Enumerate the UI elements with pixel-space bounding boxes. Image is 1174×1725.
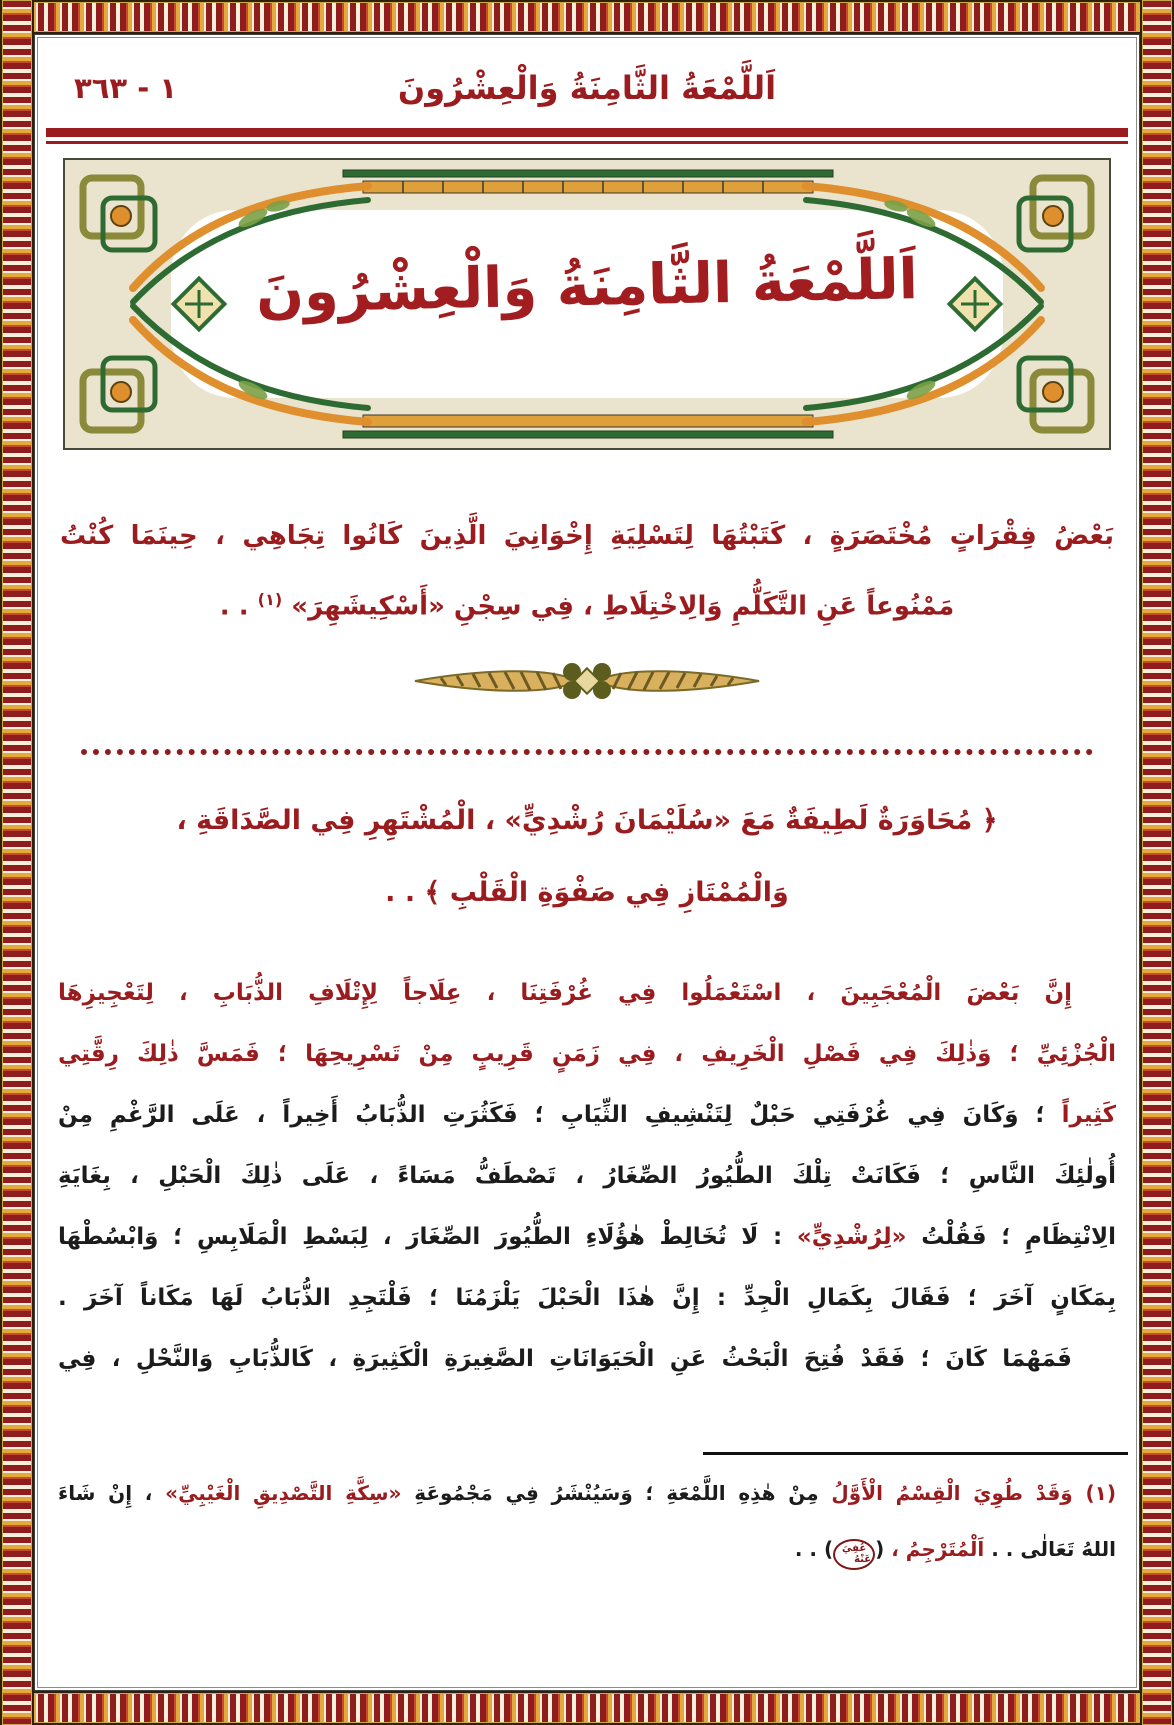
chapter-title: اَللَّمْعَةُ الثَّامِنَةُ وَالْعِشْرُونَ xyxy=(255,247,919,326)
double-red-rule xyxy=(46,128,1128,144)
ornamental-border-right xyxy=(1140,0,1174,1725)
intro-line xyxy=(60,504,1114,568)
text-segment: «لِرُشْدِيٍّ» xyxy=(796,1223,907,1250)
translator-seal: عُفِيَ عَنْهُ xyxy=(833,1539,875,1570)
ornamental-border-top xyxy=(0,0,1174,34)
body-line xyxy=(58,1024,1116,1085)
text-segment: الِانْتِظَامِ ؛ فَقُلْتُ xyxy=(906,1223,1116,1250)
running-head-title: اَللَّمْعَةُ الثَّامِنَةُ وَالْعِشْرُونَ xyxy=(397,69,777,107)
spear-ornament-icon xyxy=(407,659,767,703)
ornamental-border-bottom xyxy=(0,1691,1174,1725)
text-segment: بَعْضُ فِقْرَاتٍ مُخْتَصَرَةٍ ، كَتَبْتُهَا لِتَسْلِيَةِ إِخْوَانِيَ الَّذِينَ كَانُوا تِجَاهِي ، حِينَمَا كُنْتُ xyxy=(60,521,1114,551)
text-segment: كَثِيراً xyxy=(1061,1101,1116,1128)
footnote-marker: (١) xyxy=(257,590,283,609)
text-segment: . . xyxy=(219,591,258,622)
body-line xyxy=(58,963,1116,1024)
illuminated-title-frame xyxy=(46,158,1128,450)
page-content xyxy=(46,40,1128,1685)
text-segment: (١) وَقَدْ طُوِيَ الْقِسْمُ الْأَوَّلُ xyxy=(818,1480,1116,1505)
intro-line xyxy=(60,568,1114,639)
page-number: ١ - ٣٦٣ xyxy=(74,71,178,105)
text-segment: فَمَهْمَا كَانَ ؛ فَقَدْ فُتِحَ الْبَحْثُ عَنِ الْحَيَوَانَاتِ الصَّغِيرَةِ الْكَثِيرَةِ ، كَالذُّبَابِ وَالنَّحْلِ ، فِي xyxy=(58,1345,1072,1372)
body-line xyxy=(58,1207,1116,1268)
section-divider xyxy=(46,659,1128,707)
text-segment: ( xyxy=(875,1536,885,1561)
text-segment: الْجُزْئِيِّ ؛ وَذٰلِكَ فِي فَصْلِ الْخَرِيفِ ، فِي زَمَنٍ قَرِيبٍ مِنْ تَسْرِيحِهَا ؛ فَمَسَّ ذٰلِكَ رِقَّتِي xyxy=(58,1040,1116,1067)
text-segment: اَلْمُتَرْجِمُ ، xyxy=(884,1536,985,1561)
body-line xyxy=(58,1146,1116,1207)
footnote-line xyxy=(58,1465,1116,1521)
footnote xyxy=(58,1465,1116,1577)
footnote-line xyxy=(58,1521,1116,1577)
footnote-separator xyxy=(703,1452,1128,1455)
body-line xyxy=(58,1085,1116,1146)
intro-paragraph xyxy=(60,504,1114,639)
text-segment: : لَا تُخَالِطْ هٰؤُلَاءِ الطُّيُورَ الصِّغَارَ ، لِبَسْطِ الْمَلَابِسِ ؛ وَابْسُطْهَا xyxy=(58,1223,797,1250)
text-segment: ؛ وَكَانَ فِي غُرْفَتِي حَبْلٌ لِتَنْشِيفِ الثِّيَابِ ؛ فَكَثُرَتِ الذُّبَابُ أَخِيراً ، عَلَى الرَّغْمِ مِنْ xyxy=(58,1101,1062,1128)
dotted-divider xyxy=(81,749,1093,755)
body-line xyxy=(58,1268,1116,1329)
text-segment: مَمْنُوعاً عَنِ التَّكَلُّمِ وَالِاخْتِلَاطِ ، فِي سِجْنِ «أَسْكِيشَهِرَ» xyxy=(282,591,955,622)
text-segment: اللهُ تَعَالٰى . . xyxy=(984,1536,1116,1561)
page-header xyxy=(46,62,1128,114)
text-segment: بِمَكَانٍ آخَرَ ؛ فَقَالَ بِكَمَالِ الْجِدِّ : إِنَّ هٰذَا الْحَبْلَ يَلْزَمُنَا ؛ فَلْتَجِدِ الذُّبَابُ لَهَا مَكَاناً آخَرَ . xyxy=(58,1284,1116,1311)
text-segment: ﴿ مُحَاوَرَةٌ لَطِيفَةٌ مَعَ «سُلَيْمَانَ رُشْدِيٍّ» ، الْمُشْتَهِرِ فِي الصَّدَاقَةِ ، xyxy=(176,804,998,836)
body-line xyxy=(58,1329,1116,1390)
heading-line xyxy=(56,857,1118,929)
heading-line xyxy=(56,785,1118,857)
text-segment: أُولٰئِكَ النَّاسِ ؛ فَكَانَتْ تِلْكَ الطُّيُورُ الصِّغَارُ ، تَصْطَفُّ مَسَاءً ، عَلَى ذٰلِكَ الْحَبْلِ ، بِغَايَةِ xyxy=(58,1162,1116,1189)
text-segment: ) . . xyxy=(794,1536,834,1561)
text-segment: ، إِنْ شَاءَ xyxy=(58,1480,166,1505)
body-text xyxy=(58,963,1116,1390)
dialogue-heading xyxy=(56,785,1118,929)
text-segment: وَالْمُمْتَازِ فِي صَفْوَةِ الْقَلْبِ ﴾ . . xyxy=(385,876,789,908)
text-segment: مِنْ هٰذِهِ اللَّمْعَةِ ؛ وَسَيُنْشَرُ فِي مَجْمُوعَةِ xyxy=(401,1480,819,1505)
text-segment: إِنَّ بَعْضَ الْمُعْجَبِينَ ، اسْتَعْمَلُوا فِي غُرْفَتِنَا ، عِلَاجاً لِإِتْلَافِ الذُّبَابِ ، لِتَعْجِيزِهَا xyxy=(58,979,1072,1006)
text-segment: «سِكَّةِ التَّصْدِيقِ الْغَيْبِيِّ» xyxy=(165,1480,402,1505)
ornamental-border-left xyxy=(0,0,34,1725)
